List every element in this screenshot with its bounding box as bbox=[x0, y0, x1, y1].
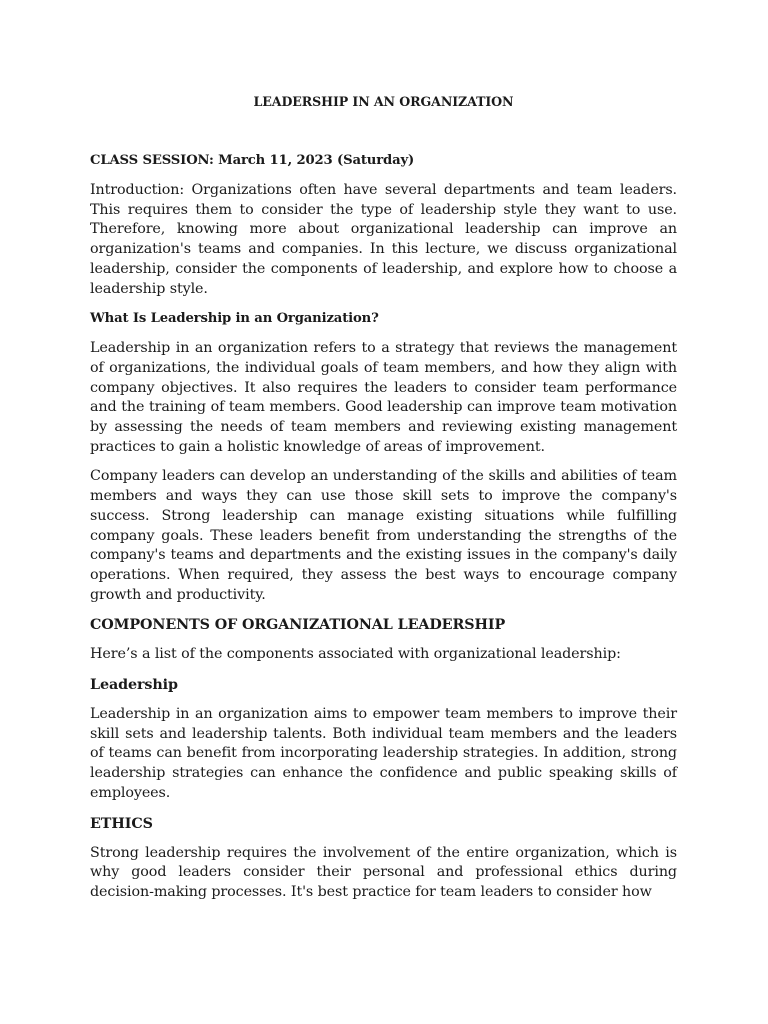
ethics-paragraph: Strong leadership requires the involvement of the entire organization, which is why good leaders consider their personal and professional ethics during decision-making processes. It's best practice for team leaders to consider how bbox=[90, 844, 677, 900]
document-title: LEADERSHIP IN AN ORGANIZATION bbox=[253, 94, 514, 109]
what-is-leadership-heading: What Is Leadership in an Organization? bbox=[90, 311, 379, 327]
ethics-heading: ETHICS bbox=[90, 815, 153, 832]
components-heading: COMPONENTS OF ORGANIZATIONAL LEADERSHIP bbox=[90, 617, 506, 634]
document-body bbox=[90, 151, 677, 913]
components-intro-paragraph: Here’s a list of the components associated with organizational leadership: bbox=[90, 646, 621, 663]
what-is-leadership-paragraph-1: Leadership in an organization refers to a strategy that reviews the management of organizations, the individual goals of team members, and how they align with company objectives. It also requires the leaders to consider team performance and the training of team members. Good leadership can improve team motivation by assessing the needs of team members and reviewing existing management practices to gain a holistic knowledge of areas of improvement. bbox=[90, 340, 677, 455]
leadership-subheading: Leadership bbox=[90, 677, 178, 694]
what-is-leadership-paragraph-2: Company leaders can develop an understanding of the skills and abilities of team members and ways they can use those skill sets to improve the company's success. Strong leadership can manage existing situations while fulfilling company goals. These leaders benefit from understanding the strengths of the company's teams and departments and the existing issues in the company's daily operations. When required, they assess the best ways to encourage company growth and productivity. bbox=[90, 468, 677, 603]
introduction-paragraph: Introduction: Organizations often have several departments and team leaders. This requires them to consider the type of leadership style they want to use. Therefore, knowing more about organizational leadership can improve an organization's teams and companies. In this lecture, we discuss organizational leadership, consider the components of leadership, and explore how to choose a leadership style. bbox=[90, 182, 677, 297]
leadership-paragraph: Leadership in an organization aims to empower team members to improve their skill sets and leadership talents. Both individual team members and the leaders of teams can benefit from incorporating leadership strategies. In addition, strong leadership strategies can enhance the confidence and public speaking skills of employees. bbox=[90, 706, 677, 801]
class-session-line: CLASS SESSION: March 11, 2023 (Saturday) bbox=[90, 153, 415, 168]
